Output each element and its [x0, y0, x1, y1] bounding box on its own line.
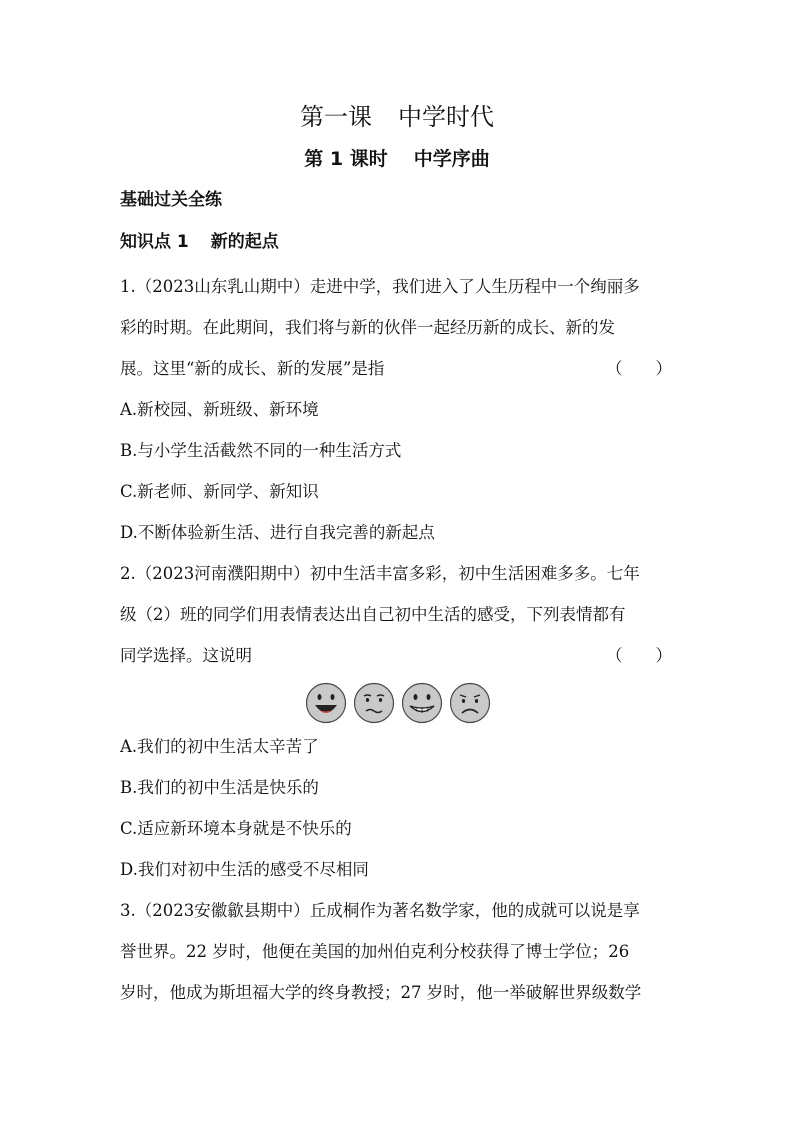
answer-bracket: （ ） — [606, 646, 672, 665]
period-title: 中学序曲 — [413, 148, 490, 170]
period-label: 第 1 课时 — [304, 148, 388, 170]
option-d: D.不断体验新生活、进行自我完善的新起点 — [120, 523, 435, 542]
knowledge-point-title: 新的起点 — [210, 232, 279, 252]
question-last-line — [120, 635, 676, 676]
question-text-line: 彩的时期。在此期间，我们将与新的伙伴一起经历新的成长、新的发 — [120, 318, 615, 337]
option-a: A.新校园、新班级、新环境 — [120, 400, 319, 419]
worksheet-content — [120, 184, 676, 1013]
lesson-title: 中学时代 — [398, 103, 494, 131]
option-d: D.我们对初中生活的感受不尽相同 — [120, 860, 369, 879]
option-b: B.我们的初中生活是快乐的 — [120, 778, 319, 797]
period-heading — [0, 144, 794, 174]
option-c: C.新老师、新同学、新知识 — [120, 482, 319, 501]
neutral-face-icon — [353, 682, 395, 724]
emoji-row — [120, 682, 676, 726]
question-3 — [120, 890, 676, 1013]
question-text-line: 展。这里“新的成长、新的发展”是指 — [120, 359, 385, 378]
grin-face-icon — [401, 682, 443, 724]
question-text-line: 级（2）班的同学们用表情表达出自己初中生活的感受，下列表情都有 — [120, 605, 626, 624]
section-title: 基础过关全练 — [120, 190, 222, 210]
question-1 — [120, 266, 676, 553]
question-text-line: 同学选择。这说明 — [120, 646, 252, 665]
option-c: C.适应新环境本身就是不快乐的 — [120, 819, 352, 838]
question-text-line: 1.（2023山东乳山期中）走进中学，我们进入了人生历程中一个绚丽多 — [120, 277, 640, 296]
answer-bracket: （ ） — [606, 359, 672, 378]
lesson-heading — [0, 100, 794, 134]
lesson-label: 第一课 — [300, 103, 372, 131]
question-text-line: 3.（2023安徽歙县期中）丘成桐作为著名数学家，他的成就可以说是享 — [120, 901, 640, 920]
option-a: A.我们的初中生活太辛苦了 — [120, 737, 319, 756]
knowledge-point-heading — [120, 226, 676, 258]
question-last-line — [120, 348, 676, 389]
big-smile-face-icon — [305, 682, 347, 724]
question-2 — [120, 553, 676, 890]
option-b: B.与小学生活截然不同的一种生活方式 — [120, 441, 402, 460]
question-text-line: 誉世界。22 岁时，他便在美国的加州伯克利分校获得了博士学位；26 — [120, 942, 630, 961]
sad-face-icon — [449, 682, 491, 724]
question-text-line: 岁时，他成为斯坦福大学的终身教授；27 岁时，他一举破解世界级数学 — [120, 983, 642, 1002]
question-text-line: 2.（2023河南濮阳期中）初中生活丰富多彩，初中生活困难多多。七年 — [120, 564, 640, 583]
knowledge-point-label: 知识点 1 — [120, 232, 189, 252]
